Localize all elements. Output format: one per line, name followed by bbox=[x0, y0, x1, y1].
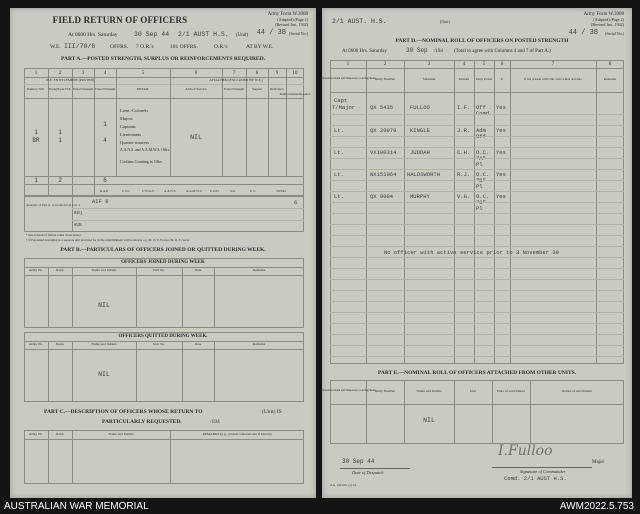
part-a-title: PART A.—POSTED STRENGTH, SURPLUS OR REINFORCEMENTS REQUIRED. bbox=[61, 56, 265, 62]
part-c-head: Name and Initials bbox=[108, 432, 134, 436]
officer-initials: R.J. bbox=[457, 171, 471, 178]
total-2: 2 bbox=[58, 177, 62, 184]
officer-role: O.C. "A" Pl bbox=[476, 149, 490, 169]
ruled-line bbox=[330, 202, 624, 203]
total-4: 6 bbox=[103, 177, 107, 184]
col-head-2: Strength per W.E. bbox=[48, 87, 72, 91]
part-e-nil: NIL bbox=[423, 417, 435, 424]
serial-number: 44 / 38 bbox=[568, 29, 598, 37]
col-head: Initials bbox=[459, 77, 469, 81]
officer-role: O.C. "B" Pl bbox=[476, 171, 490, 191]
analysis-table bbox=[24, 196, 304, 232]
unit-label: (Unit) bbox=[440, 19, 450, 24]
ruled-line bbox=[330, 136, 624, 137]
col-head-4: Posted Strength bbox=[94, 87, 116, 91]
col-head-6: Arm of Service bbox=[185, 87, 207, 91]
at-line-suffix: (Unit) bbox=[236, 33, 249, 38]
ms-head: C.W.A.S. bbox=[142, 189, 155, 193]
ms-head: TOTAL bbox=[276, 189, 287, 193]
left-page bbox=[10, 8, 316, 498]
col-head: Army Number bbox=[374, 77, 396, 81]
officer-initials: I.F. bbox=[457, 104, 471, 111]
col-head-9: Deficiency bbox=[270, 87, 284, 91]
part-e-head: Army Number bbox=[374, 389, 396, 393]
col-head: Partly Posted bbox=[476, 77, 492, 81]
ruled-line bbox=[330, 235, 624, 236]
signature-unit: Comd. 2/1 AUST H.S. bbox=[504, 475, 567, 482]
surplus-label: SUR. bbox=[74, 222, 83, 227]
quitted-nil: NIL bbox=[98, 371, 110, 378]
ms-head: A.A.M.W.S. bbox=[186, 189, 203, 193]
col-head-3: Posted Strength bbox=[72, 87, 94, 91]
we-ors2: O.R.'s bbox=[214, 44, 228, 50]
officer-surname: KINGLE bbox=[410, 127, 430, 134]
at-line-prefix: At 0600 Hrs. Saturday bbox=[68, 32, 118, 38]
ruled-line bbox=[330, 169, 624, 170]
officer-surname: JUDDAH bbox=[410, 149, 430, 156]
col-head: P. bbox=[500, 77, 504, 81]
officer-rank: Lt. bbox=[334, 127, 344, 134]
attached-heading: ATTACHED (EXCLUDED BY W.E.) bbox=[209, 78, 263, 82]
form-reference-sub: (Adapted) (Page 2) bbox=[593, 17, 624, 22]
joined-head: Unit No. bbox=[152, 268, 166, 272]
joined-title: OFFICERS JOINED DURING WEEK bbox=[121, 260, 205, 265]
col-number: 8 bbox=[608, 62, 612, 67]
col-head-10: Reinforcements Required bbox=[279, 92, 311, 96]
ruled-line bbox=[330, 125, 624, 126]
signature-label: Signature of Commander bbox=[520, 469, 566, 474]
col-head: If not present with Unit, state where and date bbox=[524, 77, 582, 81]
col-head-1: Rank by W.E. bbox=[27, 87, 45, 91]
officer-rank: Lt. bbox=[334, 149, 344, 156]
officer-rank: Capt bbox=[334, 97, 348, 104]
col-number: 7 bbox=[551, 62, 555, 67]
joined-head: Name and Initials bbox=[91, 268, 117, 272]
col-number-5: 5 bbox=[141, 71, 145, 76]
part-c-particularly: PARTICULARLY REQUESTED. bbox=[102, 419, 182, 425]
officer-present: Yes bbox=[496, 149, 506, 156]
ruled-line bbox=[330, 345, 624, 346]
note-line-2: † If Personnel belonging to a separate unit provided for in the establishment will be shown, e.g. M. O. E. Forces, M. O. E. Sects. bbox=[26, 238, 190, 242]
quitted-head: Army No. bbox=[28, 342, 44, 346]
col-number-7: 7 bbox=[232, 71, 236, 76]
ruled-line bbox=[330, 191, 624, 192]
part-a-nil: NIL bbox=[190, 134, 202, 141]
officer-number: QX 5435 bbox=[370, 104, 394, 111]
part-e-head: Substantive Rank and Temporary or Acting Rank bbox=[320, 389, 376, 392]
form-reference: Army Form W.3008 bbox=[583, 12, 624, 17]
ms-head: C.O.D. bbox=[210, 189, 220, 193]
quitted-head: Date bbox=[194, 342, 202, 346]
ruled-line bbox=[330, 301, 624, 302]
at-date: 30 Sep bbox=[406, 47, 428, 54]
detail-item: Lieutenants bbox=[120, 132, 141, 137]
row-rank: 1 bbox=[34, 129, 38, 136]
officer-present: Yes bbox=[496, 193, 506, 200]
row-rank: BR bbox=[32, 137, 40, 144]
officer-rank: Lt. bbox=[334, 193, 344, 200]
form-reference-sub: (Adapted) (Page 1) bbox=[277, 17, 308, 22]
joined-head: Rank bbox=[56, 268, 64, 272]
detail-item: A.A.N.S. and A.A.M.W.S. Offrs. bbox=[120, 148, 171, 152]
part-c-unit: (Unit) IS bbox=[262, 409, 282, 415]
officer-rank: Lt. bbox=[334, 171, 344, 178]
col-number-10: 10 bbox=[292, 71, 298, 76]
joined-head: Army No. bbox=[28, 268, 44, 272]
col-number-8: 8 bbox=[255, 71, 259, 76]
officer-number: NX151064 bbox=[370, 171, 397, 178]
we-value: III/70/6 bbox=[64, 43, 96, 50]
we-atby: AT BY W.E. bbox=[246, 44, 274, 50]
unit-top: 2/1 AUST. H.S. bbox=[332, 18, 387, 25]
ruled-line bbox=[330, 213, 624, 214]
col-number-4: 4 bbox=[103, 71, 107, 76]
we-entitlement-heading: W.E. ENTITLEMENT (POSTED) bbox=[45, 78, 95, 82]
joined-head: Date bbox=[194, 268, 202, 272]
at-line: At 0600 Hrs. Saturday bbox=[342, 49, 387, 54]
no-officer-note: No officer with active service prior to 3 November 39 bbox=[384, 249, 559, 256]
quitted-head: Name and Initials bbox=[91, 342, 117, 346]
form-reference-sub2: (Revised Jan., 1942) bbox=[591, 22, 624, 27]
at-note: (Total to agree with Columns 4 and 7 of Part A.) bbox=[454, 49, 551, 54]
col-number: 6 bbox=[500, 62, 504, 67]
officer-present: Yes bbox=[496, 171, 506, 178]
part-c-head: Army No. bbox=[28, 432, 44, 436]
commander-signature: I.Fulloo bbox=[498, 443, 553, 459]
row-we: 1 bbox=[58, 129, 62, 136]
joined-nil: NIL bbox=[98, 302, 110, 309]
part-c-head: Rank bbox=[56, 432, 64, 436]
part-b-title: PART B.—PARTICULARS OF OFFICERS JOINED OR QUITTED DURING WEEK. bbox=[60, 247, 266, 253]
ruled-line bbox=[330, 279, 624, 280]
officer-surname: HALDSWORTH bbox=[407, 171, 441, 178]
ruled-line bbox=[330, 356, 624, 357]
row-posted: 4 bbox=[103, 137, 107, 144]
part-e-head: Name and Initials bbox=[416, 389, 442, 393]
officer-number: VX100314 bbox=[370, 149, 397, 156]
quitted-head: Rank bbox=[56, 342, 64, 346]
we-label: W.E. bbox=[50, 44, 61, 50]
serial-label: (Serial No.) bbox=[289, 31, 308, 36]
officer-surname: MURPHY bbox=[410, 193, 430, 200]
print-mark: A.G. 1944 No. (1) 14 bbox=[330, 483, 356, 487]
ruled-line bbox=[330, 158, 624, 159]
detail-item: Majors bbox=[120, 116, 133, 121]
archive-reference: AWM2022.5.753 bbox=[559, 501, 634, 512]
officer-role: O.C. "C" Pl bbox=[476, 193, 490, 213]
col-number: 5 bbox=[482, 62, 486, 67]
total-1: 1 bbox=[34, 177, 38, 184]
officer-rank-acting: T/Major bbox=[332, 104, 356, 111]
ruled-line bbox=[330, 268, 624, 269]
col-number-3: 3 bbox=[81, 71, 85, 76]
we-ors: 7 O.R.'s bbox=[136, 44, 154, 50]
detail-item: Civilians Counting as Offrs. bbox=[120, 160, 163, 164]
part-e-head: Date of Attachment bbox=[497, 389, 525, 393]
officer-present: Yes bbox=[496, 127, 506, 134]
quitted-title: OFFICERS QUITTED DURING WEEK. bbox=[118, 334, 208, 339]
col-number: 1 bbox=[346, 62, 350, 67]
ms-head: C.V. bbox=[250, 189, 256, 193]
note-line-1: * Insert detail of further ranks as necessary. bbox=[26, 233, 82, 237]
part-c-head: REMARKS (e.g., present whereabouts if known) bbox=[202, 432, 272, 436]
ruled-line bbox=[330, 180, 624, 181]
part-c-year: /194 bbox=[210, 419, 220, 425]
officer-role: Off Comd bbox=[476, 104, 490, 118]
form-reference: Army Form W.3008 bbox=[267, 12, 308, 17]
col-number: 2 bbox=[383, 62, 387, 67]
officer-role: Adm Off bbox=[476, 127, 486, 141]
ms-head: R.A.P. bbox=[100, 189, 109, 193]
ruled-line bbox=[330, 323, 624, 324]
officer-surname: FULLOO bbox=[410, 104, 430, 111]
col-number-9: 9 bbox=[275, 71, 279, 76]
part-e-head: Nature of Attachment bbox=[561, 389, 593, 393]
joined-head: Remarks bbox=[252, 268, 266, 272]
col-head: Remarks bbox=[603, 77, 617, 81]
ms-head: S.O. bbox=[230, 189, 236, 193]
detail-item: Lieut.-Colonels bbox=[120, 108, 149, 113]
ruled-line bbox=[330, 246, 624, 247]
detail-item: Quarter-masters bbox=[120, 140, 149, 145]
col-head-7: Posted Strength bbox=[223, 87, 245, 91]
col-head: Surname bbox=[422, 77, 436, 81]
serial-label: (Serial No.) bbox=[605, 31, 624, 36]
we-offrs: OFFRS. bbox=[110, 44, 129, 50]
despatch-date-label: Date of Despatch bbox=[352, 470, 384, 475]
quitted-head: Unit No. bbox=[152, 342, 166, 346]
part-c-title: PART C.—DESCRIPTION OF OFFICERS WHOSE RETURN TO bbox=[44, 409, 203, 415]
at-line-unit: 2/1 AUST H.S. bbox=[178, 31, 229, 38]
detail-item: Captains bbox=[120, 124, 136, 129]
at-line-date: 30 Sep 44 bbox=[134, 31, 170, 38]
req-label: REQ. bbox=[74, 210, 83, 215]
ruled-line bbox=[330, 312, 624, 313]
serial-number: 44 / 38 bbox=[256, 29, 286, 37]
right-page bbox=[322, 8, 632, 498]
despatch-date: 30 Sep 44 bbox=[342, 458, 375, 465]
col-head: Substantive Rank and Temporary or Acting Rank bbox=[320, 77, 376, 80]
ms-head: C.S.C. bbox=[122, 189, 131, 193]
row-posted: 1 bbox=[103, 121, 107, 128]
ruled-line bbox=[330, 147, 624, 148]
col-number: 3 bbox=[427, 62, 431, 67]
ruled-line bbox=[330, 257, 624, 258]
aif-value: AIF 6 bbox=[92, 198, 109, 205]
col-number-2: 2 bbox=[58, 71, 62, 76]
ms-head: A.A.N.S. bbox=[164, 189, 177, 193]
officer-present: Yes bbox=[496, 104, 506, 111]
officer-initials: C.H. bbox=[457, 149, 471, 156]
ruled-line bbox=[330, 290, 624, 291]
we-offrs2: 101 OFFRS. bbox=[170, 44, 198, 50]
officer-number: QX 9004 bbox=[370, 193, 394, 200]
col-number-1: 1 bbox=[34, 71, 38, 76]
col-number-6: 6 bbox=[194, 71, 198, 76]
part-e-head: Unit bbox=[469, 389, 477, 393]
ruled-line bbox=[330, 224, 624, 225]
officer-number: QX 20079 bbox=[370, 127, 397, 134]
analysis-label: Analysis of Part A, to be shown in Col. 1 bbox=[26, 203, 81, 207]
ruled-line bbox=[330, 114, 624, 115]
col-number: 4 bbox=[462, 62, 466, 67]
form-reference-sub2: (Revised Jan., 1942) bbox=[275, 22, 308, 27]
page-title: FIELD RETURN OF OFFICERS bbox=[52, 15, 188, 25]
analysis-total: 6 bbox=[294, 199, 298, 206]
row-we: 1 bbox=[58, 137, 62, 144]
officer-initials: J.R. bbox=[457, 127, 471, 134]
ruled-line bbox=[330, 334, 624, 335]
part-e-title: PART E.—NOMINAL ROLL OF OFFICERS ATTACHED FROM OTHER UNITS. bbox=[377, 370, 577, 376]
quitted-head: Remarks bbox=[252, 342, 266, 346]
at-year: /194 bbox=[434, 49, 443, 54]
archive-credit: AUSTRALIAN WAR MEMORIAL bbox=[4, 501, 149, 512]
officer-initials: V.G. bbox=[457, 193, 471, 200]
part-d-title: PART D.—NOMINAL ROLL OF OFFICERS ON POSTED STRENGTH bbox=[395, 38, 569, 44]
col-head-8: Surplus bbox=[252, 87, 262, 91]
col-head-5: DETAIL bbox=[136, 87, 150, 91]
signature-rank: Major bbox=[592, 460, 605, 465]
